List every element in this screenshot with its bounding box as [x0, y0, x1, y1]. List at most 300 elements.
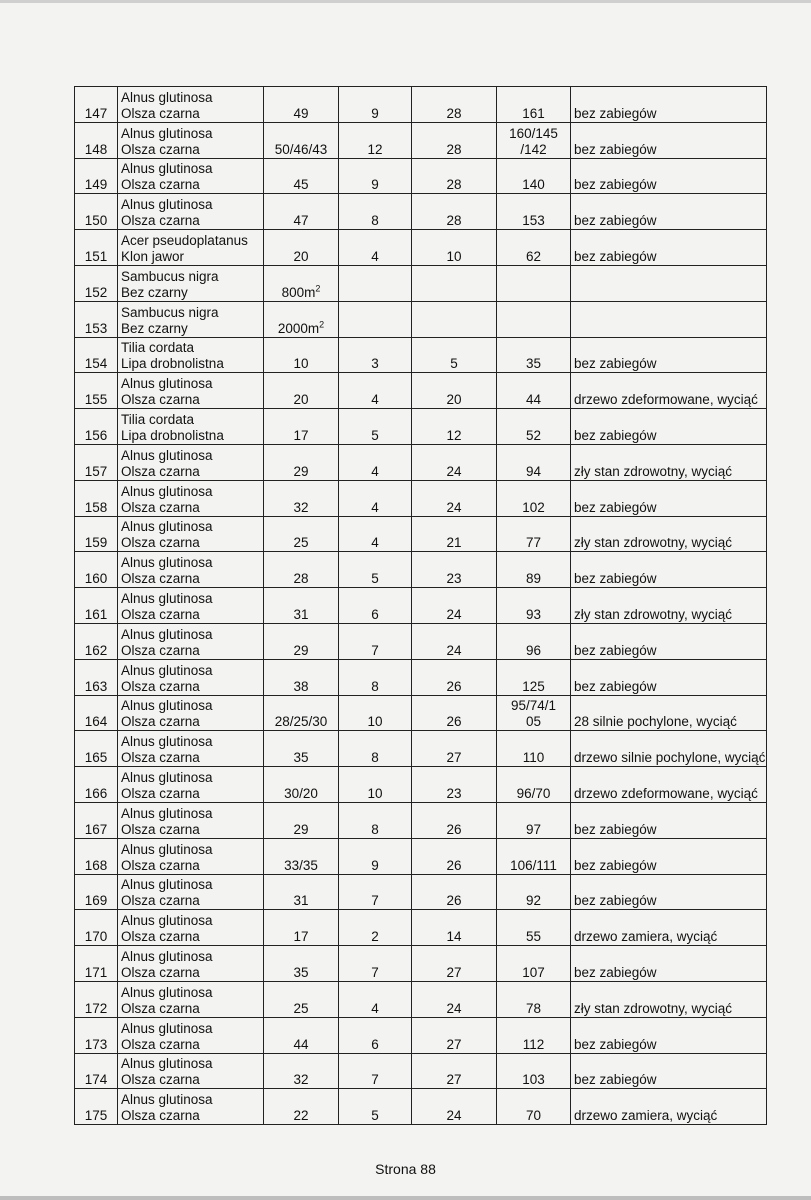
species-latin: Sambucus nigra — [121, 304, 219, 320]
crown-width-cell: 9 — [339, 87, 412, 123]
recommendation-cell: 28 silnie pochylone, wyciąć — [571, 695, 767, 731]
crown-width-cell: 7 — [339, 1053, 412, 1089]
trunk-diameter-value: 31 — [293, 606, 309, 622]
recommendation-cell: bez zabiegów — [571, 480, 767, 516]
recommendation-cell: zły stan zdrowotny, wyciąć — [571, 588, 767, 624]
trunk-diameter-value: 800m — [281, 284, 316, 300]
species-cell — [118, 444, 264, 480]
species-cell — [118, 516, 264, 552]
circumference-cell: 161 — [497, 87, 571, 123]
trunk-diameter-cell — [264, 1089, 339, 1125]
tree-inventory-table — [74, 86, 767, 1125]
trunk-diameter-cell — [264, 1017, 339, 1053]
trunk-diameter-cell — [264, 946, 339, 982]
circumference-line-1: 95/74/1 — [510, 698, 557, 714]
trunk-diameter-cell — [264, 158, 339, 194]
species-polish: Olsza czarna — [121, 893, 200, 909]
trunk-diameter-value: 10 — [293, 356, 309, 372]
species-polish: Olsza czarna — [121, 141, 200, 157]
circumference-cell — [497, 265, 571, 301]
trunk-diameter-value: 32 — [293, 1072, 309, 1088]
species-latin: Alnus glutinosa — [121, 161, 213, 177]
species-latin: Alnus glutinosa — [121, 769, 213, 785]
species-latin: Sambucus nigra — [121, 268, 219, 284]
trunk-diameter-cell — [264, 265, 339, 301]
table-row — [75, 874, 767, 910]
species-latin: Alnus glutinosa — [121, 376, 213, 392]
circumference-cell: 44 — [497, 373, 571, 409]
table-row — [75, 910, 767, 946]
species-polish: Olsza czarna — [121, 964, 200, 980]
crown-width-cell: 7 — [339, 623, 412, 659]
trunk-diameter-value: 31 — [293, 893, 309, 909]
table-row — [75, 373, 767, 409]
crown-width-cell: 8 — [339, 194, 412, 230]
recommendation-cell: bez zabiegów — [571, 946, 767, 982]
trunk-diameter-cell — [264, 409, 339, 445]
height-cell: 20 — [412, 373, 497, 409]
tree-number-cell: 161 — [75, 588, 118, 624]
species-cell — [118, 946, 264, 982]
species-polish: Olsza czarna — [121, 463, 200, 479]
tree-number-cell: 148 — [75, 122, 118, 158]
species-cell — [118, 874, 264, 910]
circumference-cell: 153 — [497, 194, 571, 230]
trunk-diameter-value: 17 — [293, 929, 309, 945]
crown-width-cell: 4 — [339, 480, 412, 516]
species-cell — [118, 373, 264, 409]
species-cell — [118, 301, 264, 337]
species-latin: Alnus glutinosa — [121, 1092, 213, 1108]
circumference-cell: 140 — [497, 158, 571, 194]
tree-number-cell: 154 — [75, 337, 118, 373]
crown-width-cell: 8 — [339, 802, 412, 838]
circumference-cell: 52 — [497, 409, 571, 445]
species-latin: Alnus glutinosa — [121, 913, 213, 929]
trunk-diameter-cell — [264, 480, 339, 516]
tree-number-cell: 171 — [75, 946, 118, 982]
tree-number-cell: 151 — [75, 230, 118, 266]
species-polish: Klon jawor — [121, 248, 185, 264]
circumference-cell: 35 — [497, 337, 571, 373]
species-latin: Alnus glutinosa — [121, 984, 213, 1000]
species-polish: Olsza czarna — [121, 177, 200, 193]
recommendation-cell: bez zabiegów — [571, 838, 767, 874]
height-cell: 24 — [412, 623, 497, 659]
table-row — [75, 1017, 767, 1053]
recommendation-cell: zły stan zdrowotny, wyciąć — [571, 516, 767, 552]
trunk-diameter-value: 45 — [293, 177, 309, 193]
species-cell — [118, 767, 264, 803]
tree-number-cell: 166 — [75, 767, 118, 803]
species-polish: Olsza czarna — [121, 499, 200, 515]
crown-width-cell: 4 — [339, 516, 412, 552]
species-polish: Olsza czarna — [121, 213, 200, 229]
circumference-cell: 102 — [497, 480, 571, 516]
recommendation-cell: bez zabiegów — [571, 1017, 767, 1053]
trunk-diameter-cell — [264, 838, 339, 874]
trunk-diameter-value: 47 — [293, 213, 309, 229]
height-cell: 27 — [412, 731, 497, 767]
recommendation-cell: bez zabiegów — [571, 194, 767, 230]
trunk-diameter-cell — [264, 731, 339, 767]
crown-width-cell: 8 — [339, 731, 412, 767]
species-latin: Tilia cordata — [121, 340, 195, 356]
tree-number-cell: 172 — [75, 981, 118, 1017]
species-polish: Olsza czarna — [121, 1108, 200, 1124]
crown-width-cell: 2 — [339, 910, 412, 946]
species-polish: Lipa drobnolistna — [121, 427, 224, 443]
species-latin: Alnus glutinosa — [121, 1056, 213, 1072]
species-cell — [118, 695, 264, 731]
recommendation-cell: bez zabiegów — [571, 874, 767, 910]
species-polish: Olsza czarna — [121, 105, 200, 121]
crown-width-cell: 5 — [339, 409, 412, 445]
recommendation-cell: zły stan zdrowotny, wyciąć — [571, 981, 767, 1017]
species-cell — [118, 802, 264, 838]
height-cell: 21 — [412, 516, 497, 552]
trunk-diameter-cell — [264, 588, 339, 624]
trunk-diameter-cell — [264, 516, 339, 552]
height-cell: 26 — [412, 838, 497, 874]
crown-width-cell: 6 — [339, 588, 412, 624]
species-polish: Olsza czarna — [121, 535, 200, 551]
circumference-line-2: /142 — [520, 141, 547, 157]
species-latin: Alnus glutinosa — [121, 483, 213, 499]
crown-width-cell: 7 — [339, 946, 412, 982]
trunk-diameter-value: 29 — [293, 463, 309, 479]
trunk-diameter-value: 44 — [293, 1036, 309, 1052]
tree-number-cell: 174 — [75, 1053, 118, 1089]
trunk-diameter-value: 20 — [293, 392, 309, 408]
species-latin: Alnus glutinosa — [121, 590, 213, 606]
species-latin: Alnus glutinosa — [121, 555, 213, 571]
table-row — [75, 444, 767, 480]
crown-width-cell: 5 — [339, 1089, 412, 1125]
trunk-diameter-cell — [264, 874, 339, 910]
crown-width-cell: 4 — [339, 981, 412, 1017]
crown-width-cell: 4 — [339, 444, 412, 480]
recommendation-cell: bez zabiegów — [571, 122, 767, 158]
recommendation-cell: bez zabiegów — [571, 230, 767, 266]
trunk-diameter-value: 17 — [293, 427, 309, 443]
species-polish: Olsza czarna — [121, 571, 200, 587]
species-polish: Olsza czarna — [121, 642, 200, 658]
species-cell — [118, 623, 264, 659]
species-cell — [118, 659, 264, 695]
height-cell: 26 — [412, 659, 497, 695]
recommendation-cell: bez zabiegów — [571, 87, 767, 123]
recommendation-cell: bez zabiegów — [571, 158, 767, 194]
species-cell — [118, 910, 264, 946]
circumference-cell: 55 — [497, 910, 571, 946]
circumference-cell: 110 — [497, 731, 571, 767]
trunk-diameter-value: 32 — [293, 499, 309, 515]
height-cell: 28 — [412, 158, 497, 194]
species-latin: Alnus glutinosa — [121, 626, 213, 642]
trunk-diameter-cell — [264, 981, 339, 1017]
species-cell — [118, 337, 264, 373]
trunk-diameter-value: 35 — [293, 750, 309, 766]
recommendation-cell — [571, 301, 767, 337]
trunk-diameter-cell — [264, 337, 339, 373]
table-row — [75, 695, 767, 731]
table-row — [75, 337, 767, 373]
tree-number-cell: 164 — [75, 695, 118, 731]
circumference-cell: 112 — [497, 1017, 571, 1053]
recommendation-cell: drzewo zamiera, wyciąć — [571, 1089, 767, 1125]
recommendation-cell: drzewo silnie pochylone, wyciąć — [571, 731, 767, 767]
species-cell — [118, 588, 264, 624]
species-latin: Alnus glutinosa — [121, 805, 213, 821]
table-row — [75, 122, 767, 158]
tree-number-cell: 167 — [75, 802, 118, 838]
species-latin: Alnus glutinosa — [121, 197, 213, 213]
height-cell: 28 — [412, 122, 497, 158]
species-latin: Alnus glutinosa — [121, 447, 213, 463]
species-polish: Olsza czarna — [121, 785, 200, 801]
table-row — [75, 230, 767, 266]
tree-number-cell: 149 — [75, 158, 118, 194]
species-latin: Tilia cordata — [121, 411, 195, 427]
table-row — [75, 409, 767, 445]
trunk-diameter-cell — [264, 767, 339, 803]
species-polish: Olsza czarna — [121, 678, 200, 694]
circumference-cell: 62 — [497, 230, 571, 266]
height-cell: 28 — [412, 194, 497, 230]
species-cell — [118, 480, 264, 516]
height-cell — [412, 265, 497, 301]
height-cell — [412, 301, 497, 337]
height-cell: 24 — [412, 588, 497, 624]
species-latin: Acer pseudoplatanus — [121, 232, 248, 248]
crown-width-cell: 8 — [339, 659, 412, 695]
table-row — [75, 87, 767, 123]
trunk-diameter-cell — [264, 373, 339, 409]
circumference-cell: 70 — [497, 1089, 571, 1125]
species-latin: Alnus glutinosa — [121, 877, 213, 893]
circumference-line-2: 05 — [525, 714, 542, 730]
circumference-cell: 103 — [497, 1053, 571, 1089]
crown-width-cell: 9 — [339, 838, 412, 874]
crown-width-cell: 12 — [339, 122, 412, 158]
circumference-cell: 96/70 — [497, 767, 571, 803]
tree-number-cell: 163 — [75, 659, 118, 695]
crown-width-cell: 7 — [339, 874, 412, 910]
table-row — [75, 1089, 767, 1125]
trunk-diameter-value: 29 — [293, 642, 309, 658]
trunk-diameter-value: 50/46/43 — [274, 141, 328, 157]
species-latin: Alnus glutinosa — [121, 698, 213, 714]
circumference-line-1: 160/145 — [509, 125, 558, 141]
species-polish: Olsza czarna — [121, 929, 200, 945]
circumference-cell: 77 — [497, 516, 571, 552]
species-cell — [118, 1017, 264, 1053]
height-cell: 28 — [412, 87, 497, 123]
species-polish: Olsza czarna — [121, 821, 200, 837]
page-number: Strona 88 — [375, 1161, 436, 1177]
trunk-diameter-cell — [264, 444, 339, 480]
circumference-cell — [497, 301, 571, 337]
trunk-diameter-value: 28/25/30 — [274, 714, 328, 730]
table-row — [75, 588, 767, 624]
table-row — [75, 480, 767, 516]
tree-number-cell: 159 — [75, 516, 118, 552]
circumference-cell: 93 — [497, 588, 571, 624]
trunk-diameter-cell — [264, 552, 339, 588]
table-row — [75, 946, 767, 982]
area-unit-exponent: 2 — [315, 283, 321, 294]
tree-number-cell: 175 — [75, 1089, 118, 1125]
trunk-diameter-value: 49 — [293, 105, 309, 121]
trunk-diameter-cell — [264, 301, 339, 337]
circumference-cell — [497, 695, 571, 731]
species-cell — [118, 981, 264, 1017]
table-row — [75, 767, 767, 803]
species-polish: Bez czarny — [121, 320, 188, 336]
recommendation-cell: bez zabiegów — [571, 1053, 767, 1089]
species-latin: Alnus glutinosa — [121, 125, 213, 141]
tree-number-cell: 173 — [75, 1017, 118, 1053]
species-polish: Olsza czarna — [121, 714, 200, 730]
trunk-diameter-cell — [264, 802, 339, 838]
table-row — [75, 194, 767, 230]
tree-number-cell: 168 — [75, 838, 118, 874]
species-latin: Alnus glutinosa — [121, 948, 213, 964]
table-row — [75, 623, 767, 659]
tree-number-cell: 170 — [75, 910, 118, 946]
recommendation-cell: bez zabiegów — [571, 659, 767, 695]
species-cell — [118, 1053, 264, 1089]
species-cell — [118, 194, 264, 230]
table-row — [75, 1053, 767, 1089]
height-cell: 26 — [412, 874, 497, 910]
tree-number-cell: 153 — [75, 301, 118, 337]
circumference-cell: 106/111 — [497, 838, 571, 874]
table-row — [75, 838, 767, 874]
height-cell: 24 — [412, 480, 497, 516]
species-cell — [118, 838, 264, 874]
table-row — [75, 552, 767, 588]
table-row — [75, 802, 767, 838]
tree-number-cell: 147 — [75, 87, 118, 123]
trunk-diameter-value: 25 — [293, 535, 309, 551]
tree-number-cell: 150 — [75, 194, 118, 230]
trunk-diameter-value: 2000m — [277, 320, 320, 336]
height-cell: 24 — [412, 981, 497, 1017]
recommendation-cell: drzewo zdeformowane, wyciąć — [571, 767, 767, 803]
species-cell — [118, 265, 264, 301]
species-polish: Olsza czarna — [121, 392, 200, 408]
recommendation-cell: bez zabiegów — [571, 409, 767, 445]
page-bottom-edge — [0, 1196, 811, 1200]
recommendation-cell: drzewo zdeformowane, wyciąć — [571, 373, 767, 409]
recommendation-cell — [571, 265, 767, 301]
height-cell: 14 — [412, 910, 497, 946]
crown-width-cell: 3 — [339, 337, 412, 373]
tree-number-cell: 157 — [75, 444, 118, 480]
trunk-diameter-cell — [264, 623, 339, 659]
recommendation-cell: bez zabiegów — [571, 802, 767, 838]
table-row — [75, 516, 767, 552]
page-top-edge — [0, 0, 811, 3]
species-cell — [118, 230, 264, 266]
tree-number-cell: 155 — [75, 373, 118, 409]
species-latin: Alnus glutinosa — [121, 519, 213, 535]
species-cell — [118, 731, 264, 767]
trunk-diameter-value: 35 — [293, 964, 309, 980]
height-cell: 23 — [412, 552, 497, 588]
crown-width-cell: 6 — [339, 1017, 412, 1053]
trunk-diameter-value: 28 — [293, 571, 309, 587]
species-polish: Olsza czarna — [121, 857, 200, 873]
crown-width-cell: 9 — [339, 158, 412, 194]
table-row — [75, 981, 767, 1017]
height-cell: 26 — [412, 802, 497, 838]
species-cell — [118, 409, 264, 445]
crown-width-cell: 4 — [339, 230, 412, 266]
species-cell — [118, 87, 264, 123]
crown-width-cell: 10 — [339, 695, 412, 731]
trunk-diameter-value: 25 — [293, 1000, 309, 1016]
species-latin: Alnus glutinosa — [121, 841, 213, 857]
species-polish: Olsza czarna — [121, 1072, 200, 1088]
height-cell: 27 — [412, 1017, 497, 1053]
height-cell: 26 — [412, 695, 497, 731]
trunk-diameter-cell — [264, 1053, 339, 1089]
table-row — [75, 265, 767, 301]
circumference-cell: 89 — [497, 552, 571, 588]
trunk-diameter-cell — [264, 230, 339, 266]
table-row — [75, 731, 767, 767]
tree-number-cell: 160 — [75, 552, 118, 588]
tree-number-cell: 169 — [75, 874, 118, 910]
circumference-cell — [497, 122, 571, 158]
tree-number-cell: 162 — [75, 623, 118, 659]
species-cell — [118, 1089, 264, 1125]
recommendation-cell: bez zabiegów — [571, 337, 767, 373]
tree-number-cell: 165 — [75, 731, 118, 767]
height-cell: 24 — [412, 444, 497, 480]
trunk-diameter-cell — [264, 194, 339, 230]
trunk-diameter-value: 30/20 — [284, 785, 318, 801]
trunk-diameter-cell — [264, 910, 339, 946]
circumference-cell: 125 — [497, 659, 571, 695]
species-latin: Alnus glutinosa — [121, 662, 213, 678]
trunk-diameter-value: 22 — [293, 1108, 309, 1124]
height-cell: 27 — [412, 1053, 497, 1089]
table-row — [75, 301, 767, 337]
species-latin: Alnus glutinosa — [121, 734, 213, 750]
trunk-diameter-cell — [264, 87, 339, 123]
trunk-diameter-value: 20 — [293, 248, 309, 264]
species-polish: Olsza czarna — [121, 1000, 200, 1016]
species-latin: Alnus glutinosa — [121, 89, 213, 105]
crown-width-cell: 10 — [339, 767, 412, 803]
table-row — [75, 659, 767, 695]
trunk-diameter-cell — [264, 695, 339, 731]
circumference-cell: 107 — [497, 946, 571, 982]
crown-width-cell — [339, 301, 412, 337]
circumference-cell: 94 — [497, 444, 571, 480]
species-polish: Bez czarny — [121, 284, 188, 300]
table-row — [75, 158, 767, 194]
recommendation-cell: zły stan zdrowotny, wyciąć — [571, 444, 767, 480]
tree-number-cell: 156 — [75, 409, 118, 445]
trunk-diameter-value: 29 — [293, 821, 309, 837]
species-latin: Alnus glutinosa — [121, 1020, 213, 1036]
height-cell: 12 — [412, 409, 497, 445]
